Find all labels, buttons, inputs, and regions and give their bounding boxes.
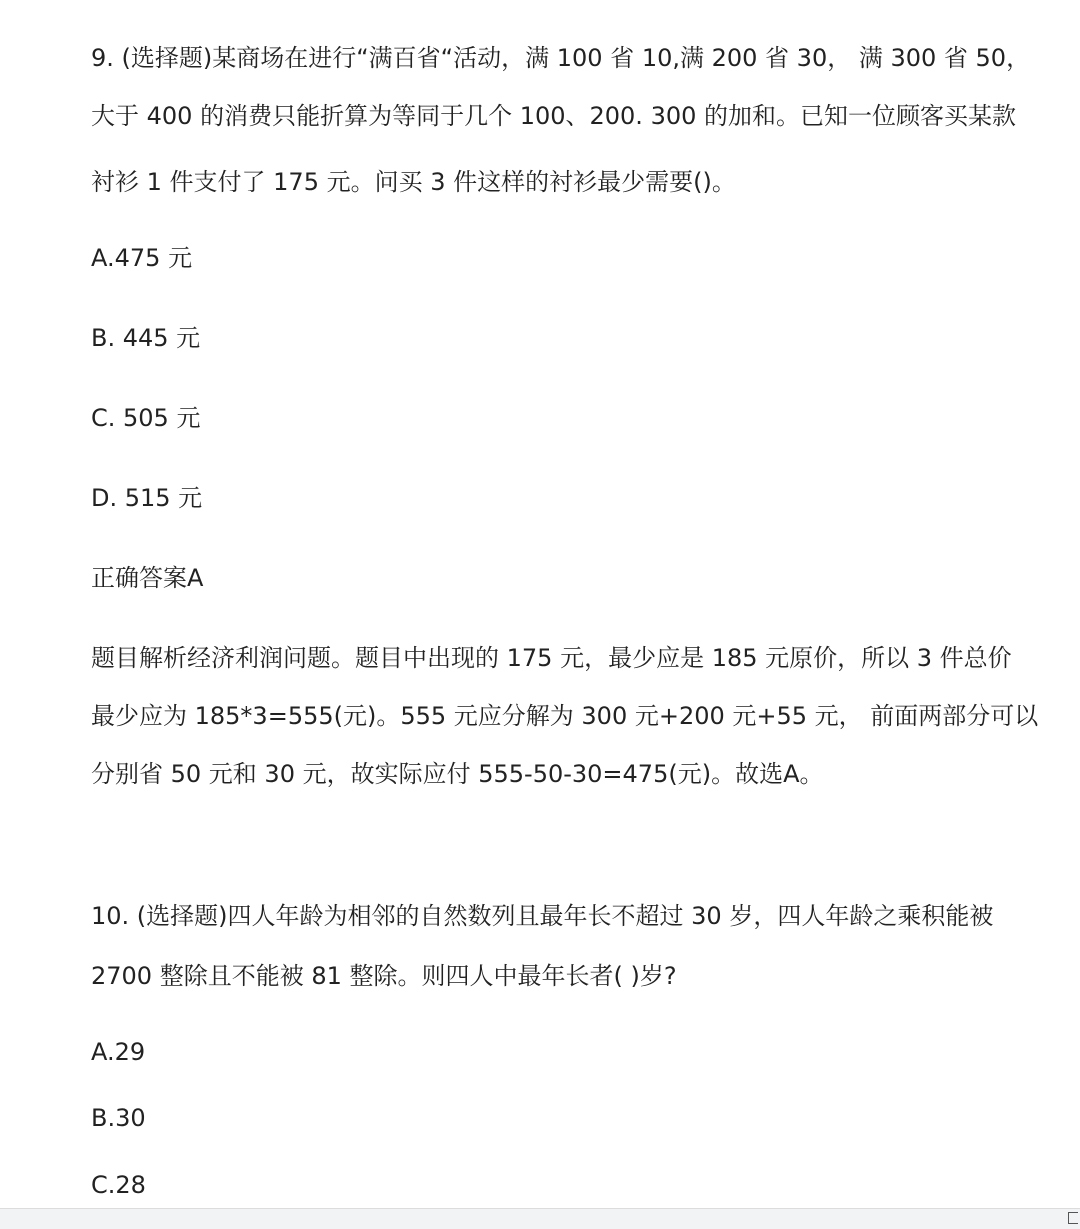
question-10-text-line-2: 2700 整除且不能被 81 整除。则四人中最年长者( )岁?: [91, 962, 677, 990]
corner-resize-icon: [1068, 1212, 1078, 1224]
question-10-text-line-1: 10. (选择题)四人年龄为相邻的自然数列且最年长不超过 30 岁，四人年龄之乘积能被: [91, 902, 994, 930]
question-9-option-b: B. 445 元: [91, 324, 201, 352]
question-9-option-d: D. 515 元: [91, 484, 203, 512]
question-9-option-a: A.475 元: [91, 244, 193, 272]
bottom-scrollbar[interactable]: [0, 1208, 1080, 1229]
question-10-option-b: B.30: [91, 1104, 146, 1132]
question-9-text-line-3: 衬衫 1 件支付了 175 元。问买 3 件这样的衬衫最少需要()。: [91, 168, 736, 196]
question-9-explanation-line-3: 分别省 50 元和 30 元，故实际应付 555-50-30=475(元)。故选A。: [91, 760, 824, 788]
question-9-answer: 正确答案A: [91, 564, 204, 592]
question-9-text-line-1: 9. (选择题)某商场在进行“满百省“活动，满 100 省 10,满 200 省 30， 满 300 省 50，: [91, 44, 1031, 72]
question-9-text-line-2: 大于 400 的消费只能折算为等同于几个 100、200. 300 的加和。已知一位顾客买某款: [91, 102, 1017, 130]
question-9-option-c: C. 505 元: [91, 404, 201, 432]
question-9-explanation-line-2: 最少应为 185*3=555(元)。555 元应分解为 300 元+200 元+55 元， 前面两部分可以: [91, 702, 1039, 730]
question-10-option-a: A.29: [91, 1038, 146, 1066]
question-9-explanation-line-1: 题目解析经济利润问题。题目中出现的 175 元，最少应是 185 元原价，所以 3 件总价: [91, 644, 1012, 672]
question-10-option-c: C.28: [91, 1171, 146, 1199]
